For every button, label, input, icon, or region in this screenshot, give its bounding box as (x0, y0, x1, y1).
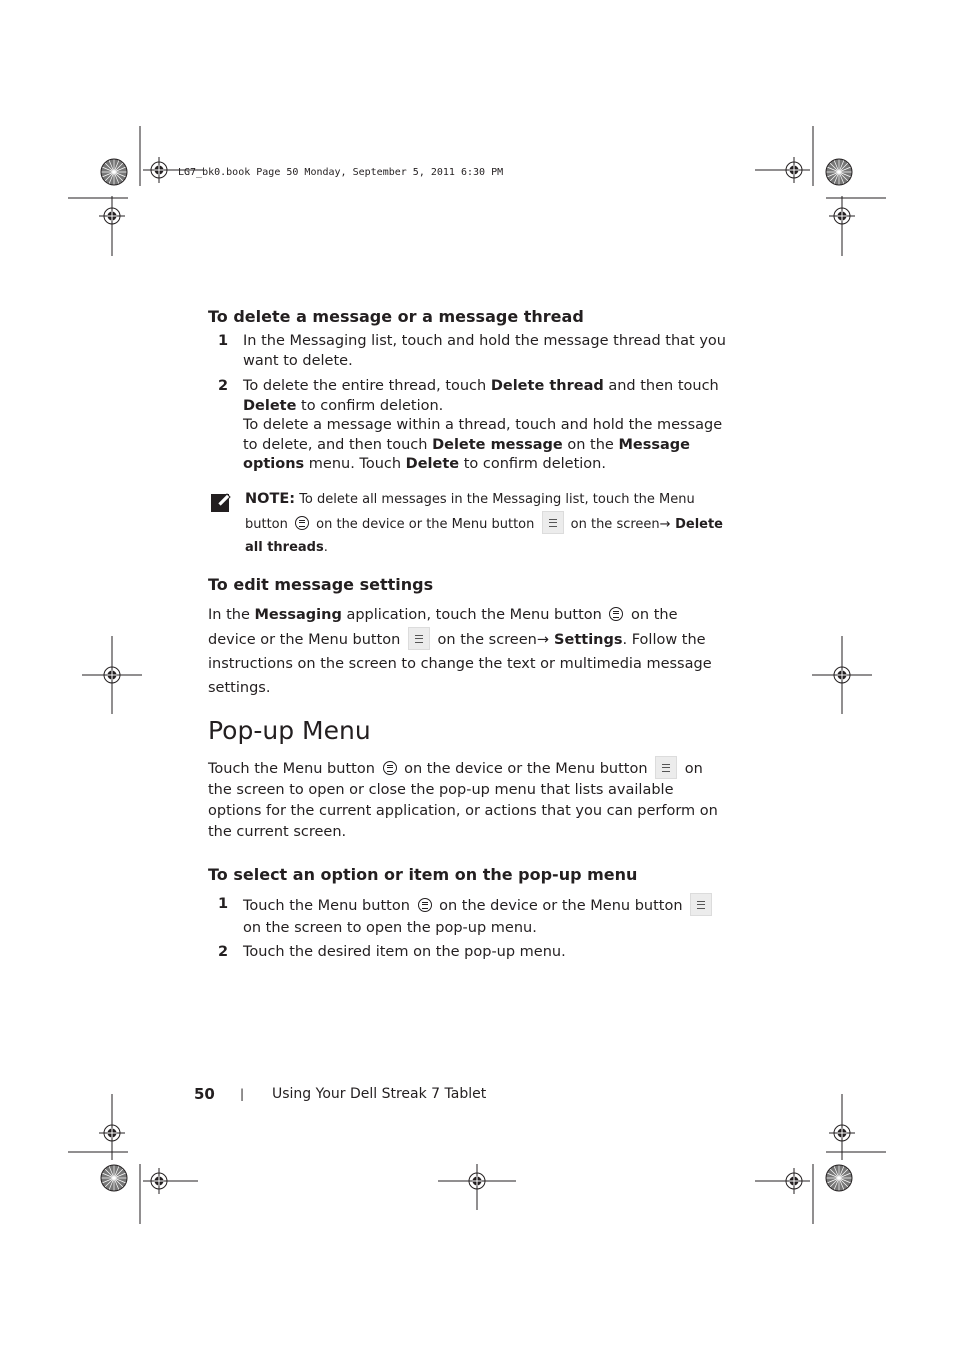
registration-mark-icon (99, 203, 125, 229)
step-text: To delete the entire thread, touch (243, 378, 491, 394)
bold-term: Delete message (432, 436, 563, 453)
bold-term: Delete (405, 456, 460, 472)
color-wheel-icon (826, 159, 852, 185)
note-label: NOTE: (245, 490, 296, 507)
step-text: to confirm deletion. (296, 397, 444, 414)
list-item (208, 377, 728, 475)
step-text: To delete a message within a thread, touch and hold the message to delete, and then touch (243, 417, 723, 453)
paragraph (208, 603, 728, 700)
slug-line: LG7_bk0.book Page 50 Monday, September 5, 2011 6:30 PM (178, 167, 504, 178)
registration-mark-icon (146, 1168, 172, 1194)
paragraph-text: on the device or the Menu button (399, 760, 653, 777)
device-menu-button-icon (383, 761, 397, 775)
bold-term: Delete thread (490, 378, 604, 394)
step-text: on the (562, 436, 619, 453)
step-text: on the device or the Menu button (434, 897, 688, 914)
bold-term: Messaging (254, 606, 342, 623)
step-text: Touch the desired item on the pop-up menu. (243, 943, 566, 960)
paragraph-text: In the (208, 606, 255, 623)
section-heading-popup: Pop-up Menu (208, 715, 371, 745)
page-content (208, 305, 728, 962)
device-menu-button-icon (609, 607, 623, 621)
list-item (208, 893, 728, 939)
bold-term: Delete (243, 397, 297, 414)
screen-menu-button-icon (655, 756, 677, 779)
note-text: . (323, 539, 328, 555)
step-text: and then touch (603, 378, 719, 394)
paragraph-text: Touch the Menu button (208, 760, 380, 777)
page-number: 50 (194, 1085, 215, 1103)
list-item (208, 943, 728, 963)
bold-term: Message options (243, 436, 690, 472)
paragraph-text: on the device or the Menu button (208, 606, 678, 648)
paragraph (208, 756, 728, 843)
step-number: 1 (218, 333, 229, 349)
registration-mark-icon (829, 662, 855, 688)
section-heading-edit: To edit message settings (208, 574, 434, 594)
arrow-glyph: → (659, 516, 671, 532)
device-menu-button-icon (418, 898, 432, 912)
registration-mark-icon (781, 1168, 807, 1194)
screen-menu-button-icon (690, 893, 712, 916)
step-text: menu. Touch (304, 456, 406, 472)
step-number: 1 (218, 895, 229, 912)
note-text: To delete all messages in the Messaging list, touch the Menu button (245, 491, 695, 532)
section-heading-select: To select an option or item on the pop-up menu (208, 864, 638, 884)
footer-title: Using Your Dell Streak 7 Tablet (272, 1086, 487, 1102)
registration-mark-icon (99, 1120, 125, 1146)
step-text: Touch the Menu button (243, 897, 415, 914)
page-footer (194, 1085, 215, 1104)
color-wheel-icon (101, 159, 127, 185)
paragraph-text: application, touch the Menu button (341, 606, 607, 623)
screen-menu-button-icon (408, 627, 430, 650)
step-text: to confirm deletion. (459, 456, 606, 472)
list-item (208, 332, 728, 371)
registration-mark-icon (829, 1120, 855, 1146)
registration-mark-icon (146, 157, 172, 183)
section-heading-delete: To delete a message or a message thread (208, 307, 584, 326)
bold-term: Settings (549, 631, 623, 648)
registration-mark-icon (781, 157, 807, 183)
device-menu-button-icon (295, 516, 309, 530)
footer-separator: | (240, 1087, 245, 1101)
step-text: on the screen to open the pop-up menu. (243, 919, 537, 936)
registration-mark-icon (464, 1168, 490, 1194)
registration-mark-icon (829, 203, 855, 229)
note-text: on the device or the Menu button (312, 516, 539, 532)
arrow-glyph: → (536, 631, 549, 648)
paragraph-text: . Follow the instructions on the screen to change the text or multimedia message settings. (208, 631, 712, 696)
bold-term: Delete all threads (245, 516, 724, 555)
paragraph-text: on the screen (432, 631, 537, 648)
step-number: 2 (218, 943, 229, 960)
screen-menu-button-icon (542, 511, 564, 534)
color-wheel-icon (826, 1165, 852, 1191)
color-wheel-icon (101, 1165, 127, 1191)
paragraph-text: on the screen to open or close the pop-up menu that lists available options for the current application, or actions that you can perform on the current screen. (208, 760, 718, 840)
note-block (208, 488, 728, 559)
registration-mark-icon (99, 662, 125, 688)
pencil-note-icon (210, 491, 232, 513)
step-number: 2 (218, 378, 229, 394)
note-text: on the screen (566, 516, 660, 532)
step-text: In the Messaging list, touch and hold the message thread that you want to delete. (243, 333, 726, 369)
